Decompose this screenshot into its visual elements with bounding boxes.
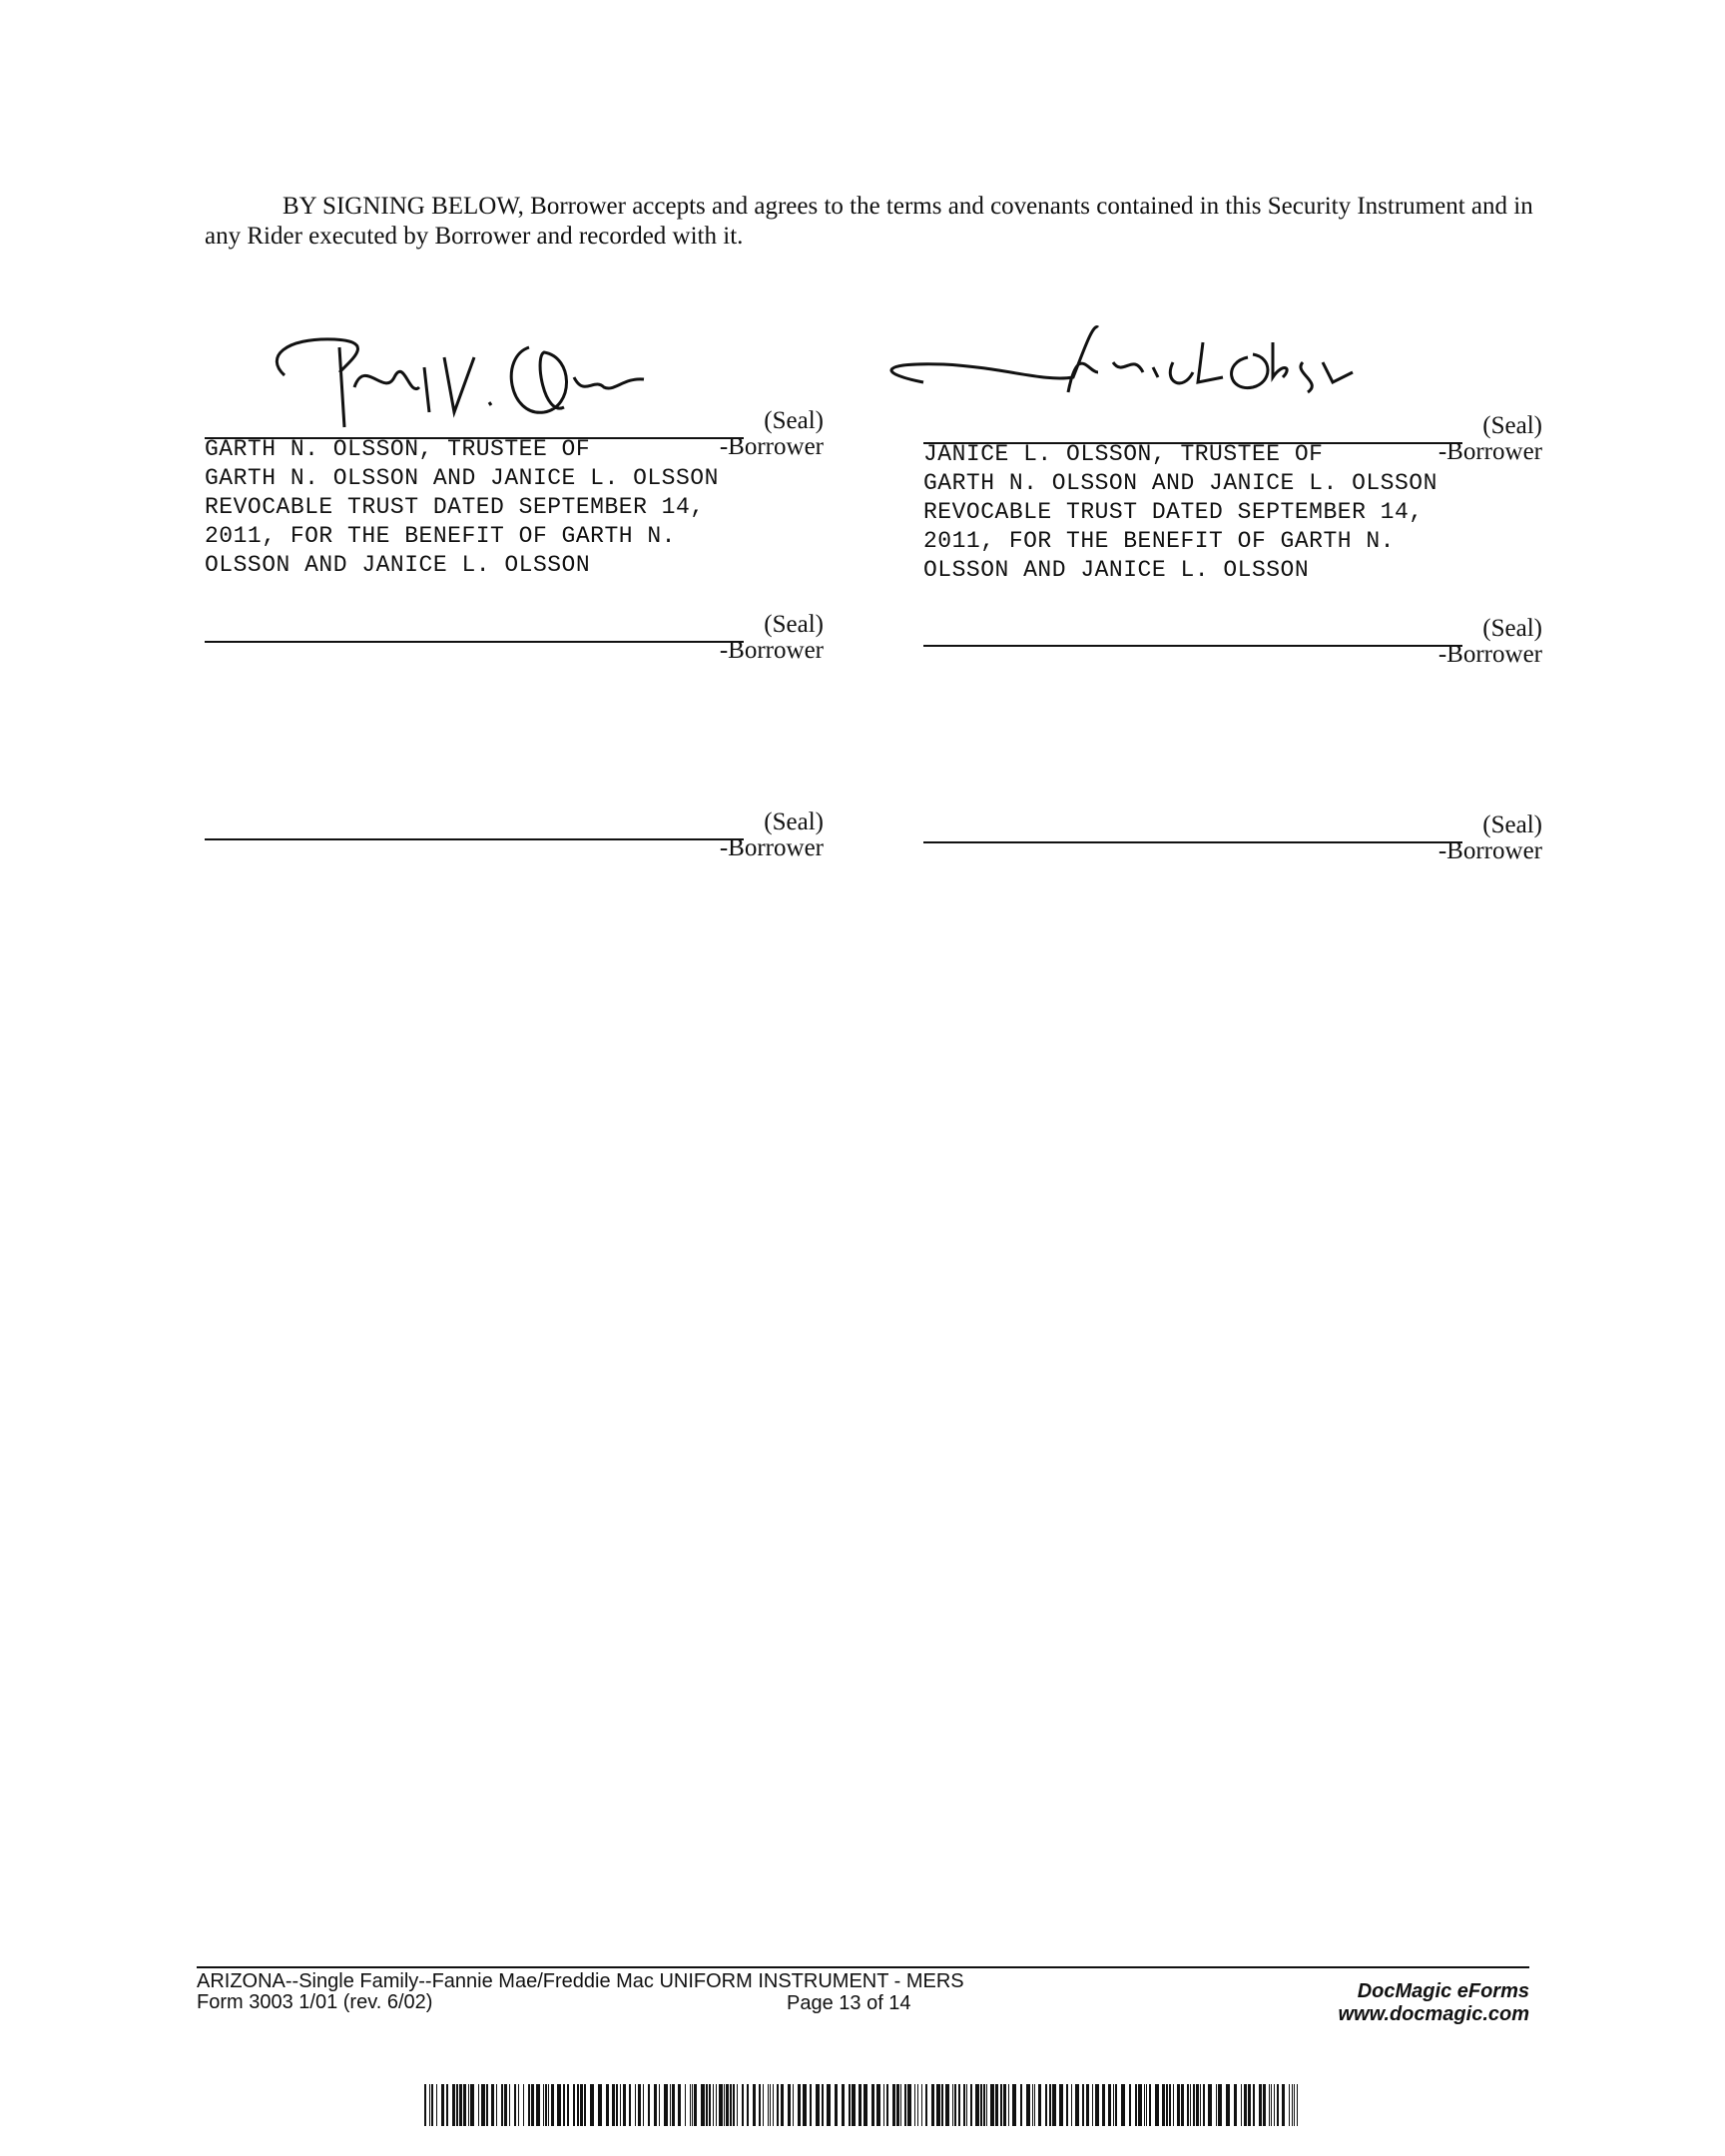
barcode-bar — [1259, 2084, 1262, 2126]
seal-label: (Seal) — [764, 808, 824, 835]
barcode-bar — [1253, 2084, 1255, 2126]
barcode-bar — [1226, 2084, 1230, 2126]
barcode-bar — [770, 2084, 771, 2126]
barcode-bar — [620, 2084, 621, 2126]
barcode-bar — [436, 2084, 437, 2126]
barcode-bar — [963, 2084, 965, 2126]
signature-block-blank — [205, 581, 824, 801]
barcode-bar — [719, 2084, 723, 2126]
barcode-bar — [768, 2084, 769, 2126]
footer-rule — [197, 1966, 1529, 1968]
barcode-bar — [904, 2084, 906, 2126]
barcode-bar — [952, 2084, 953, 2126]
barcode-bar — [1045, 2084, 1047, 2126]
barcode-bar — [598, 2084, 602, 2126]
barcode-bar — [1121, 2084, 1125, 2126]
barcode-bar — [914, 2084, 915, 2126]
barcode-bar — [883, 2084, 884, 2126]
barcode-bar — [1187, 2084, 1189, 2126]
barcode-bar — [763, 2084, 764, 2126]
barcode-bar — [431, 2084, 433, 2126]
barcode-bar — [1138, 2084, 1142, 2126]
barcode-bar — [1282, 2084, 1285, 2126]
barcode-bar — [733, 2084, 735, 2126]
barcode-bar — [501, 2084, 503, 2126]
barcode-bar — [781, 2084, 784, 2126]
barcode-bar — [523, 2084, 524, 2126]
signature-line — [205, 641, 744, 643]
barcode-bar — [616, 2084, 618, 2126]
signature-block-blank — [923, 782, 1542, 1001]
barcode-bar — [835, 2084, 838, 2126]
barcode-bar — [536, 2084, 540, 2126]
barcode-bar — [486, 2084, 488, 2126]
barcode-bar — [557, 2084, 561, 2126]
barcode-bar — [966, 2084, 967, 2126]
barcode-bar — [491, 2084, 494, 2126]
barcode-bar — [1162, 2084, 1165, 2126]
barcode-bar — [528, 2084, 530, 2126]
barcode-bar — [678, 2084, 681, 2126]
barcode-bar — [842, 2084, 845, 2126]
barcode-bar — [545, 2084, 547, 2126]
barcode-bar — [1263, 2084, 1266, 2126]
barcode-bar — [871, 2084, 874, 2126]
barcode-bar — [849, 2084, 851, 2126]
barcode-bar — [816, 2084, 820, 2126]
barcode-bar — [921, 2084, 922, 2126]
barcode-bar — [514, 2084, 516, 2126]
barcode-bar — [509, 2084, 510, 2126]
barcode-bar — [726, 2084, 729, 2126]
barcode-bar — [518, 2084, 519, 2126]
barcode-bar — [1026, 2084, 1030, 2126]
barcode-bar — [1082, 2084, 1084, 2126]
barcode-bar — [1248, 2084, 1251, 2126]
barcode-bar — [1190, 2084, 1191, 2126]
signature-garth — [245, 317, 764, 437]
barcode-bar — [1274, 2084, 1275, 2126]
barcode-bar — [747, 2084, 749, 2126]
barcode-bar — [970, 2084, 972, 2126]
barcode-bar — [737, 2084, 738, 2126]
barcode-bar — [1292, 2084, 1293, 2126]
page-number: Page 13 of 14 — [787, 1992, 911, 2014]
barcode-bar — [1234, 2084, 1237, 2126]
barcode-bar — [1086, 2084, 1089, 2126]
barcode-bar — [1020, 2084, 1022, 2126]
barcode-bar — [694, 2084, 697, 2126]
barcode-bar — [664, 2084, 668, 2126]
barcode-bar — [1129, 2084, 1131, 2126]
barcode-bar — [742, 2084, 744, 2126]
barcode-bar — [659, 2084, 660, 2126]
signature-block-garth — [205, 377, 824, 597]
barcode-bar — [1196, 2084, 1199, 2126]
barcode-bar — [504, 2084, 507, 2126]
barcode-bar — [990, 2084, 994, 2126]
barcode-bar — [612, 2084, 615, 2126]
barcode-bar — [629, 2084, 631, 2126]
barcode-bar — [456, 2084, 458, 2126]
barcode-bar — [481, 2084, 485, 2126]
barcode-bar — [648, 2084, 650, 2126]
barcode-bar — [580, 2084, 583, 2126]
barcode-bar — [468, 2084, 469, 2126]
barcode-bar — [777, 2084, 779, 2126]
barcode-bar — [551, 2084, 554, 2126]
barcode-bar — [730, 2084, 732, 2126]
barcode-bar — [590, 2084, 594, 2126]
brand-website: www.docmagic.com — [1338, 2003, 1529, 2025]
barcode-bar — [692, 2084, 693, 2126]
barcode-bar — [980, 2084, 982, 2126]
footer-form-number: Form 3003 1/01 (rev. 6/02) — [197, 1991, 433, 2013]
barcode-bar — [1038, 2084, 1041, 2126]
signature-janice — [863, 322, 1383, 442]
brand-name: DocMagic eForms — [1357, 1980, 1529, 2002]
seal-label: (Seal) — [1482, 811, 1542, 838]
barcode-bar — [941, 2084, 943, 2126]
barcode-bar — [584, 2084, 586, 2126]
signature-block-blank — [923, 585, 1542, 805]
barcode-bar — [1218, 2084, 1222, 2126]
barcode-bar — [685, 2084, 686, 2126]
seal-label: (Seal) — [764, 407, 824, 434]
intro-paragraph: BY SIGNING BELOW, Borrower accepts and agrees to the terms and covenants contained in this Security Instrument and in any Rider executed by Borrower and recorded with it. — [205, 193, 1533, 250]
barcode-bar — [623, 2084, 626, 2126]
barcode-bar — [1034, 2084, 1035, 2126]
barcode-bar — [1012, 2084, 1016, 2126]
barcode-bar — [859, 2084, 862, 2126]
barcode-bar — [1108, 2084, 1111, 2126]
barcode-bar — [827, 2084, 831, 2126]
borrower-label: -Borrower — [1438, 641, 1542, 668]
barcode-bar — [1289, 2084, 1290, 2126]
barcode-bar — [1149, 2084, 1151, 2126]
signature-line — [923, 841, 1462, 843]
barcode-bar — [1241, 2084, 1242, 2126]
barcode-bar — [1008, 2084, 1009, 2126]
borrower-label: -Borrower — [719, 834, 824, 861]
barcode-bar — [1177, 2084, 1180, 2126]
barcode-bar — [478, 2084, 479, 2126]
barcode-bar — [1146, 2084, 1147, 2126]
barcode-bar — [1277, 2084, 1279, 2126]
barcode-bar — [429, 2084, 430, 2126]
barcode-bar — [925, 2084, 927, 2126]
barcode-bar — [1003, 2084, 1006, 2126]
barcode-bar — [798, 2084, 801, 2126]
barcode-bar — [1169, 2084, 1171, 2126]
barcode-bar — [706, 2084, 708, 2126]
barcode-bar — [852, 2084, 856, 2126]
barcode-bar — [1049, 2084, 1051, 2126]
barcode-bar — [643, 2084, 644, 2126]
barcode-bar — [1092, 2084, 1093, 2126]
barcode-bar — [496, 2084, 497, 2126]
barcode-bar — [463, 2084, 466, 2126]
trustee-name: GARTH N. OLSSON, TRUSTEE OF GARTH N. OLSSON AND JANICE L. OLSSON REVOCABLE TRUST DATED SEPTEMBER 14, 2011, FOR THE BENEFIT OF GARTH N. OLSSON AND JANICE L. OLSSON — [205, 436, 719, 578]
barcode-bar — [459, 2084, 462, 2126]
barcode-bar — [1269, 2084, 1270, 2126]
barcode-bar — [954, 2084, 956, 2126]
barcode-bar — [1208, 2084, 1212, 2126]
signature-block-blank — [205, 779, 824, 998]
footer-form-title: ARIZONA--Single Family--Fannie Mae/Freddie Mac UNIFORM INSTRUMENT - MERS — [197, 1970, 964, 1992]
barcode-bar — [1052, 2084, 1056, 2126]
barcode-bar — [822, 2084, 824, 2126]
barcode-bar — [1095, 2084, 1099, 2126]
borrower-label: -Borrower — [719, 433, 824, 460]
barcode-bar — [995, 2084, 998, 2126]
barcode-bar — [896, 2084, 899, 2126]
barcode-bar — [424, 2084, 426, 2126]
barcode-bar — [936, 2084, 940, 2126]
borrower-label: -Borrower — [1438, 837, 1542, 864]
barcode-bar — [1244, 2084, 1247, 2126]
signature-block-janice — [923, 382, 1542, 602]
barcode-bar — [1075, 2084, 1079, 2126]
trustee-name: JANICE L. OLSSON, TRUSTEE OF GARTH N. OLSSON AND JANICE L. OLSSON REVOCABLE TRUST DATED SEPTEMBER 14, 2011, FOR THE BENEFIT OF GARTH N. OLSSON AND JANICE L. OLSSON — [923, 441, 1438, 583]
barcode-bar — [1294, 2084, 1295, 2126]
barcode-bar — [567, 2084, 569, 2126]
barcode-bar — [1297, 2084, 1298, 2126]
barcode-bar — [1059, 2084, 1063, 2126]
barcode-bar — [713, 2084, 714, 2126]
barcode-bar — [709, 2084, 711, 2126]
barcode-bar — [917, 2084, 918, 2126]
seal-label: (Seal) — [764, 611, 824, 638]
barcode-bar — [672, 2084, 675, 2126]
barcode-bar — [1000, 2084, 1002, 2126]
seal-label: (Seal) — [1482, 412, 1542, 439]
barcode-bar — [1115, 2084, 1117, 2126]
barcode-bar — [892, 2084, 895, 2126]
barcode-bar — [1271, 2084, 1272, 2126]
barcode-bar — [886, 2084, 888, 2126]
barcode-bar — [606, 2084, 609, 2126]
barcode-bar — [1102, 2084, 1105, 2126]
barcode-bar — [543, 2084, 544, 2126]
barcode-bar — [716, 2084, 717, 2126]
barcode-bar — [1203, 2084, 1205, 2126]
signature-line — [923, 645, 1462, 647]
barcode-bar — [810, 2084, 812, 2126]
barcode-bar — [573, 2084, 575, 2126]
barcode — [424, 2084, 1303, 2126]
barcode-bar — [577, 2084, 579, 2126]
barcode-bar — [1181, 2084, 1184, 2126]
barcode-bar — [654, 2084, 657, 2126]
barcode-bar — [1135, 2084, 1137, 2126]
barcode-bar — [1144, 2084, 1145, 2126]
barcode-bar — [1066, 2084, 1068, 2126]
barcode-bar — [1113, 2084, 1114, 2126]
barcode-bar — [863, 2084, 867, 2126]
barcode-bar — [441, 2084, 444, 2126]
barcode-bar — [701, 2084, 705, 2126]
barcode-bar — [1071, 2084, 1072, 2126]
barcode-bar — [876, 2084, 880, 2126]
barcode-bar — [470, 2084, 474, 2126]
barcode-bar — [724, 2084, 725, 2126]
barcode-bar — [975, 2084, 979, 2126]
borrower-label: -Borrower — [719, 637, 824, 664]
barcode-bar — [1193, 2084, 1195, 2126]
barcode-bar — [563, 2084, 565, 2126]
barcode-bar — [983, 2084, 985, 2126]
docmagic-logo — [1338, 1980, 1529, 2026]
signature-line — [205, 838, 744, 840]
barcode-bar — [759, 2084, 761, 2126]
barcode-bar — [690, 2084, 691, 2126]
barcode-bar — [900, 2084, 901, 2126]
barcode-bar — [945, 2084, 949, 2126]
barcode-bar — [1200, 2084, 1201, 2126]
barcode-bar — [548, 2084, 549, 2126]
barcode-bar — [1173, 2084, 1174, 2126]
barcode-bar — [1166, 2084, 1168, 2126]
barcode-bar — [446, 2084, 448, 2126]
barcode-bar — [1032, 2084, 1033, 2126]
barcode-bar — [635, 2084, 636, 2126]
barcode-bar — [670, 2084, 671, 2126]
barcode-bar — [958, 2084, 960, 2126]
seal-label: (Seal) — [1482, 615, 1542, 642]
barcode-bar — [452, 2084, 455, 2126]
barcode-bar — [531, 2084, 534, 2126]
barcode-bar — [773, 2084, 774, 2126]
barcode-bar — [986, 2084, 987, 2126]
barcode-bar — [793, 2084, 794, 2126]
barcode-bar — [931, 2084, 934, 2126]
barcode-bar — [907, 2084, 911, 2126]
barcode-bar — [1155, 2084, 1159, 2126]
barcode-bar — [803, 2084, 807, 2126]
barcode-bar — [788, 2084, 791, 2126]
barcode-bar — [753, 2084, 756, 2126]
barcode-bar — [638, 2084, 641, 2126]
barcode-bar — [1216, 2084, 1217, 2126]
borrower-label: -Borrower — [1438, 438, 1542, 465]
